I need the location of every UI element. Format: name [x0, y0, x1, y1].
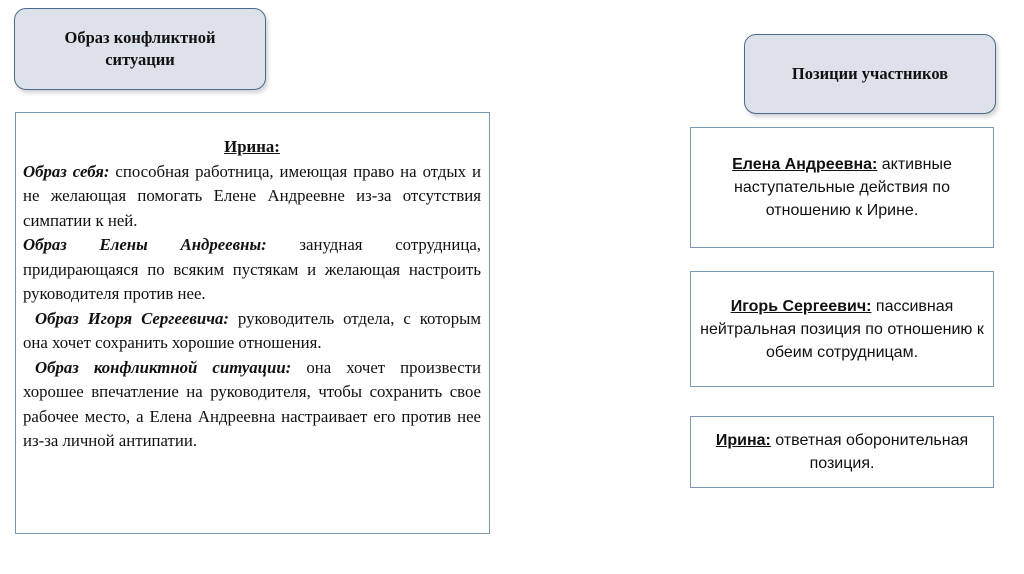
elena-image-paragraph — [23, 233, 481, 307]
situation-title-box — [14, 8, 266, 90]
igor-image-label: Образ Игоря Сергеевича: — [35, 308, 229, 328]
situation-panel — [15, 112, 490, 534]
self-image-label: Образ себя: — [23, 161, 110, 181]
igor-image-text: руководитель отдела, с которым она хочет сохранить хорошие отношения. — [23, 308, 481, 352]
conflict-image-label: Образ конфликтной ситуации: — [35, 357, 292, 377]
conflict-image-text: она хочет произвести хорошее впечатление на руководителя, чтобы сохранить свое рабочее место, а Елена Андреевна настраивает его против нее из-за личной антипатии. — [23, 357, 481, 450]
position-name-elena: Елена Андреевна: — [732, 156, 878, 173]
position-desc-irina: ответная оборонительная позиция. — [770, 432, 969, 472]
position-desc-igor: пассивная нейтральная позиция по отношению к обеим сотрудницам. — [700, 297, 984, 361]
position-desc-elena: активные наступательные действия по отношению к Ирине. — [734, 156, 952, 219]
position-name-igor: Игорь Сергеевич: — [730, 297, 872, 315]
position-text-igor — [699, 295, 985, 364]
positions-title-box — [744, 34, 996, 114]
situation-title: Образ конфликтной ситуации — [64, 28, 216, 69]
position-box-igor — [690, 271, 994, 387]
self-image-paragraph — [23, 160, 481, 234]
position-box-elena — [690, 127, 994, 248]
elena-image-label: Образ Елены Андреевны: — [23, 235, 267, 254]
positions-title: Позиции участников — [791, 64, 949, 83]
self-image-text: способная работница, имеющая право на отдых и не желающая помогать Елене Андреевне из-за отсутствия симпатии к ней. — [23, 161, 481, 230]
position-box-irina — [690, 416, 994, 488]
igor-image-paragraph — [23, 307, 481, 356]
conflict-image-paragraph — [23, 356, 481, 454]
position-name-irina: Ирина: — [715, 432, 771, 449]
elena-image-text: занудная сотрудница, придирающаяся по всяким пустякам и желающая настроить руководителя против нее. — [23, 235, 481, 303]
position-text-elena — [699, 153, 985, 222]
situation-heading: Ирина: — [224, 137, 280, 156]
position-text-irina — [699, 429, 985, 475]
